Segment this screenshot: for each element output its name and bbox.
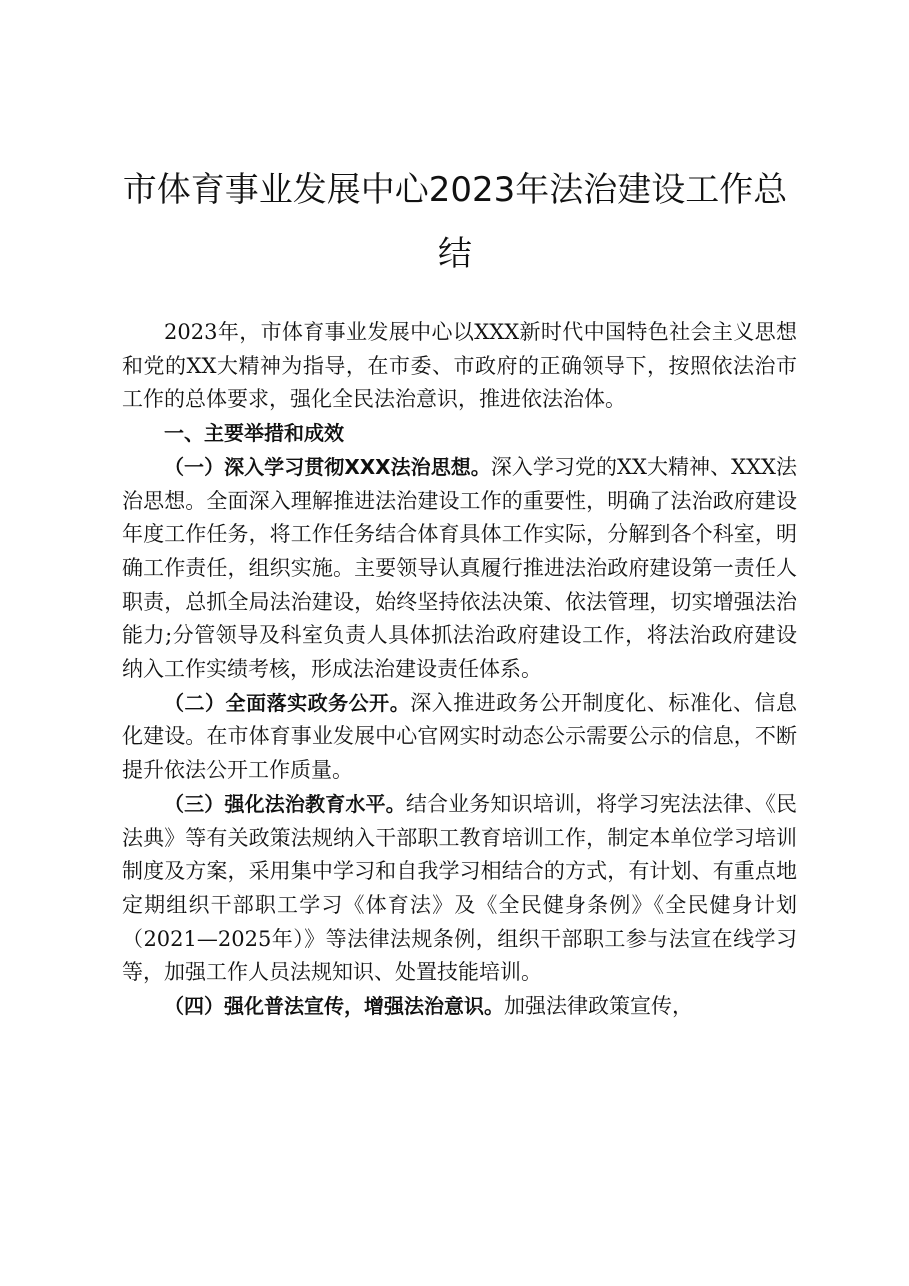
item-paragraph-3 bbox=[122, 788, 797, 990]
item-text-1: 深入学习党的XX大精神、XXX法治思想。全面深入理解推进法治建设工作的重要性，明确了法治政府建设年度工作任务，将工作任务结合体育具体工作实际，分解到各个科室，明确工作责任，组织实施。主要领导认真履行推进法治政府建设第一责任人职责，总抓全局法治建设，始终坚持依法决策、依法管理，切实增强法治能力;分管领导及科室负责人具体抓法治政府建设工作，将法治政府建设纳入工作实绩考核，形成法治建设责任体系。 bbox=[122, 454, 798, 682]
item-lead-3: （三）强化法治教育水平。 bbox=[164, 791, 406, 816]
item-lead-2: （二）全面落实政务公开。 bbox=[164, 690, 411, 715]
item-lead-4: （四）强化普法宣传，增强法治意识。 bbox=[164, 994, 504, 1019]
item-paragraph-2 bbox=[122, 687, 797, 788]
item-text-4: 加强法律政策宣传， bbox=[504, 994, 693, 1019]
intro-paragraph: 2023年，市体育事业发展中心以XXX新时代中国特色社会主义思想和党的XX大精神为指导，在市委、市政府的正确领导下，按照依法治市工作的总体要求，强化全民法治意识，推进依法治体。 bbox=[122, 320, 797, 412]
section-heading-1: 一、主要举措和成效 bbox=[164, 421, 344, 446]
item-paragraph-4 bbox=[122, 990, 797, 1024]
item-text-2: 深入推进政务公开制度化、标准化、信息化建设。在市体育事业发展中心官网实时动态公示需要公示的信息，不断提升依法公开工作质量。 bbox=[122, 690, 798, 783]
item-paragraph-1 bbox=[122, 451, 797, 687]
document-title: 市体育事业发展中心2023年法治建设工作总结 bbox=[122, 170, 788, 274]
document-body bbox=[122, 316, 797, 1024]
item-text-3: 结合业务知识培训，将学习宪法法律、《民法典》等有关政策法规纳入干部职工教育培训工作，制定本单位学习培训制度及方案，采用集中学习和自我学习相结合的方式，有计划、有重点地定期组织干部职工学习《体育法》及《全民健身条例》《全民健身计划（2021—2025年）》等法律法规条例，组织干部职工参与法宣在线学习等，加强工作人员法规知识、处置技能培训。 bbox=[122, 791, 798, 985]
item-lead-1: （一）深入学习贯彻XXX法治思想。 bbox=[164, 454, 491, 479]
